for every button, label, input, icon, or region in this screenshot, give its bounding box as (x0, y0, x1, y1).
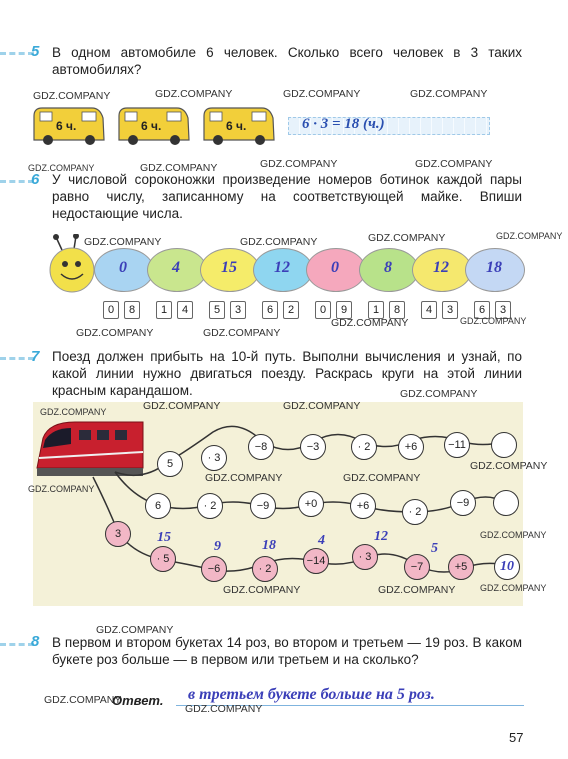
watermark: GDZ.COMPANY (480, 583, 547, 593)
segment-number: 8 (384, 259, 392, 276)
track-circle[interactable]: · 3 (201, 445, 227, 471)
watermark: GDZ.COMPANY (140, 162, 218, 174)
track-circle-red[interactable]: +5 (448, 554, 474, 580)
segment-number: 12 (433, 259, 449, 276)
track-circle[interactable]: −3 (300, 434, 326, 460)
shoe-box[interactable]: 3 (442, 301, 458, 319)
watermark: GDZ.COMPANY (410, 88, 488, 100)
watermark: GDZ.COMPANY (368, 232, 446, 244)
bus-label: 6 ч. (141, 119, 162, 133)
track-circle[interactable]: · 2 (351, 434, 377, 460)
watermark: GDZ.COMPANY (378, 584, 456, 596)
watermark: GDZ.COMPANY (155, 88, 233, 100)
task8-text: В первом и втором букетах 14 роз, во втором и третьем — 19 роз. В каком букете роз больше — в первом или третьем и на сколько? (52, 635, 522, 667)
watermark: GDZ.COMPANY (40, 407, 107, 417)
shoe-box[interactable]: 2 (283, 301, 299, 319)
track-circle[interactable] (493, 490, 519, 516)
shoe-box[interactable]: 3 (495, 301, 511, 319)
segment-number: 15 (221, 259, 237, 276)
watermark: GDZ.COMPANY (343, 472, 421, 484)
watermark: GDZ.COMPANY (28, 484, 95, 494)
track-circle-red[interactable]: −6 (201, 556, 227, 582)
track-circle[interactable] (491, 432, 517, 458)
task5-answer: 6 · 3 = 18 (ч.) (302, 116, 385, 132)
segment-number: 4 (172, 259, 180, 276)
watermark: GDZ.COMPANY (96, 624, 174, 636)
shoe-box[interactable]: 8 (389, 301, 405, 319)
watermark: GDZ.COMPANY (185, 703, 263, 715)
watermark: GDZ.COMPANY (203, 327, 281, 339)
shoe-box[interactable]: 0 (103, 301, 119, 319)
handwritten-result: 4 (318, 533, 325, 548)
track-circle-red[interactable]: · 5 (150, 546, 176, 572)
watermark: GDZ.COMPANY (400, 388, 478, 400)
shoe-box[interactable]: 9 (336, 301, 352, 319)
track-circle[interactable]: 5 (157, 451, 183, 477)
handwritten-result: 12 (374, 529, 388, 544)
task7-number: 7 (31, 348, 40, 365)
answer-label: Ответ. (112, 693, 164, 708)
track-circle[interactable]: −8 (248, 434, 274, 460)
handwritten-result: 5 (431, 541, 438, 556)
watermark: GDZ.COMPANY (44, 694, 122, 706)
watermark: GDZ.COMPANY (143, 400, 221, 412)
shoe-box[interactable]: 0 (315, 301, 331, 319)
track-circle[interactable]: −9 (250, 493, 276, 519)
segment-number: 0 (331, 259, 339, 276)
watermark: GDZ.COMPANY (283, 400, 361, 412)
watermark: GDZ.COMPANY (460, 316, 527, 326)
watermark: GDZ.COMPANY (223, 584, 301, 596)
bus-label: 6 ч. (56, 119, 77, 133)
track-circle[interactable]: +0 (298, 491, 324, 517)
watermark: GDZ.COMPANY (283, 88, 361, 100)
watermark: GDZ.COMPANY (260, 158, 338, 170)
shoe-box[interactable]: 4 (421, 301, 437, 319)
task8-number: 8 (31, 633, 40, 650)
track-circle[interactable]: 6 (145, 493, 171, 519)
track-circle[interactable]: −11 (444, 432, 470, 458)
track-circle[interactable]: · 2 (197, 493, 223, 519)
track-circle[interactable]: +6 (398, 434, 424, 460)
shoe-box[interactable]: 6 (262, 301, 278, 319)
bus-label: 6 ч. (226, 119, 247, 133)
segment-number: 0 (119, 259, 127, 276)
track-circle-red[interactable]: 3 (105, 521, 131, 547)
handwritten-result: 15 (157, 530, 171, 545)
shoe-box[interactable]: 1 (156, 301, 172, 319)
task5-number: 5 (31, 43, 40, 60)
task5-text: В одном автомобиле 6 человек. Сколько всего человек в 3 таких автомобилях? (52, 45, 522, 77)
track-circle[interactable]: · 2 (402, 499, 428, 525)
track-circle-red[interactable]: · 3 (352, 544, 378, 570)
watermark: GDZ.COMPANY (76, 327, 154, 339)
task-marker-line (0, 357, 34, 360)
shoe-box[interactable]: 3 (230, 301, 246, 319)
track-circle-red[interactable]: −7 (404, 554, 430, 580)
track-circle[interactable]: −9 (450, 490, 476, 516)
watermark: GDZ.COMPANY (331, 317, 409, 329)
handwritten-result: 18 (262, 538, 276, 553)
segment-number: 18 (486, 259, 502, 276)
watermark: GDZ.COMPANY (205, 472, 283, 484)
shoe-box[interactable]: 5 (209, 301, 225, 319)
watermark: GDZ.COMPANY (415, 158, 493, 170)
task6-number: 6 (31, 171, 40, 188)
track-circle[interactable]: +6 (350, 493, 376, 519)
watermark: GDZ.COMPANY (470, 460, 548, 472)
shoe-box[interactable]: 1 (368, 301, 384, 319)
watermark: GDZ.COMPANY (240, 236, 318, 248)
track-circle-target[interactable]: 10 (494, 554, 520, 580)
task-marker-line (0, 643, 34, 646)
task-marker-line (0, 180, 34, 183)
page-number: 57 (509, 730, 524, 745)
watermark: GDZ.COMPANY (496, 231, 563, 241)
task7-text: Поезд должен прибыть на 10-й путь. Выполни вычисления и узнай, по какой линии нужно двигаться поезду. Раскрась круги на этой линии красным карандашом. (52, 349, 522, 398)
task6-text: У числовой сороконожки произведение номеров ботинок каждой пары равно числу, записанному на соответствующей майке. Впиши недостающие числа. (52, 172, 522, 221)
handwritten-result: 9 (214, 539, 221, 554)
shoe-box[interactable]: 8 (124, 301, 140, 319)
watermark: GDZ.COMPANY (28, 163, 95, 173)
watermark: GDZ.COMPANY (33, 90, 111, 102)
shoe-box[interactable]: 4 (177, 301, 193, 319)
shoe-box[interactable]: 6 (474, 301, 490, 319)
track-circle-red[interactable]: −14 (303, 548, 329, 574)
track-circle-red[interactable]: · 2 (252, 556, 278, 582)
segment-number: 12 (274, 259, 290, 276)
watermark: GDZ.COMPANY (480, 530, 547, 540)
watermark: GDZ.COMPANY (84, 236, 162, 248)
task-marker-line (0, 52, 34, 55)
task8-answer: в третьем букете больше на 5 роз. (188, 686, 435, 703)
